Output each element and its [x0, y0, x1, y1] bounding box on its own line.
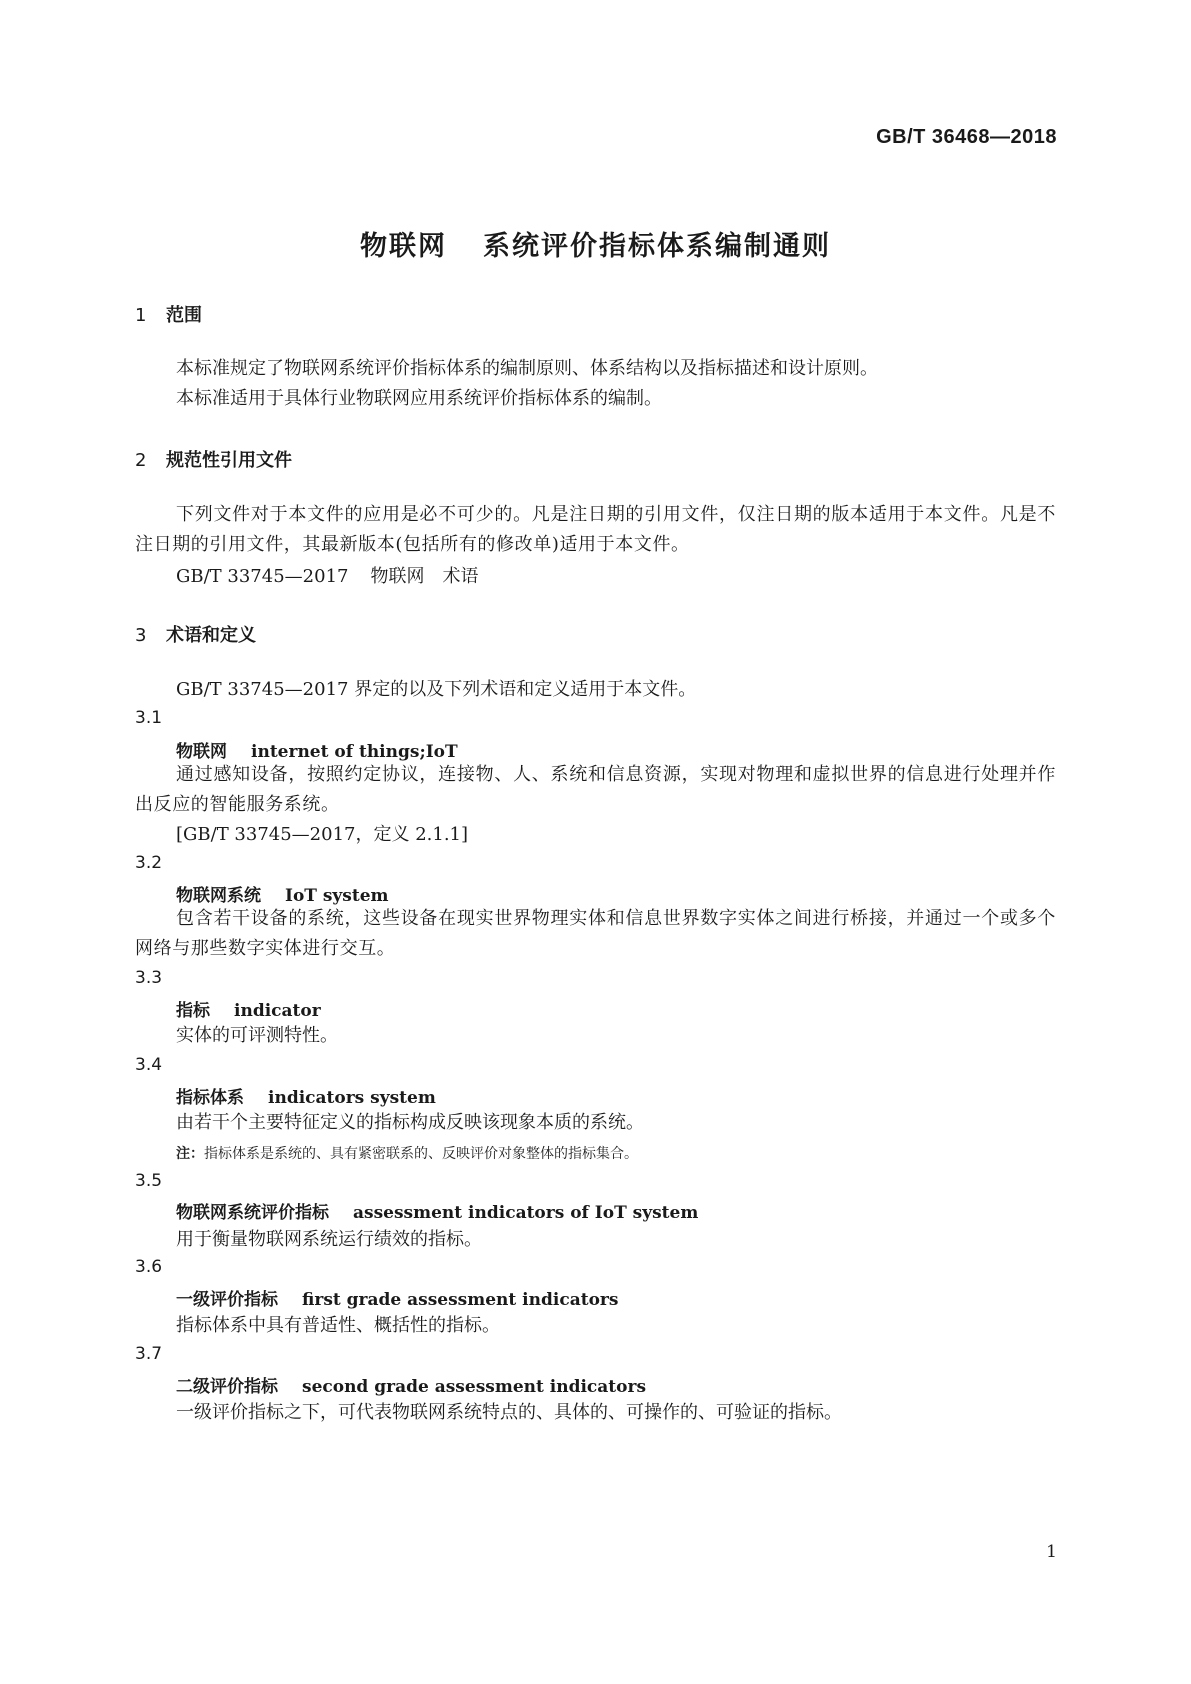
term-number: 3.4: [135, 1055, 163, 1075]
section-3-heading: [135, 621, 256, 647]
term-cn: 物联网系统: [176, 886, 261, 906]
term-number: 3.2: [135, 853, 163, 873]
term-definition: 实体的可评测特性。: [176, 1025, 338, 1046]
term-number: 3.7: [135, 1344, 163, 1364]
term-name: [176, 1372, 646, 1397]
term-number: 3.3: [135, 968, 163, 988]
title-part-1: 物联网: [360, 231, 447, 262]
term-en: indicator: [234, 1001, 321, 1021]
term-cn: 二级评价指标: [176, 1377, 278, 1397]
term-name: [176, 737, 458, 762]
term-definition: 包含若干设备的系统，这些设备在现实世界物理实体和信息世界数字实体之间进行桥接，并通过一个或多个网络与那些数字实体进行交互。: [135, 908, 1056, 959]
page-number: 1: [1046, 1542, 1057, 1562]
section-title: 规范性引用文件: [166, 450, 292, 471]
term-en: second grade assessment indicators: [302, 1377, 647, 1397]
section-number: 1: [135, 305, 147, 326]
term-cn: 物联网: [176, 742, 227, 762]
title-part-2: 系统评价指标体系编制通则: [483, 231, 831, 262]
note-text: 指标体系是系统的、具有紧密联系的、反映评价对象整体的指标集合。: [204, 1146, 638, 1162]
section-1-paragraph-2: 本标准适用于具体行业物联网应用系统评价指标体系的编制。: [176, 388, 662, 409]
section-3-intro: GB/T 33745—2017 界定的以及下列术语和定义适用于本文件。: [176, 679, 697, 700]
term-en: indicators system: [268, 1088, 436, 1108]
section-1-heading: [135, 301, 202, 327]
term-name: [176, 1285, 618, 1310]
reference-code: GB/T 33745—2017: [176, 566, 349, 587]
document-title: [0, 224, 1191, 263]
section-title: 范围: [166, 305, 202, 326]
section-1-paragraph-1: 本标准规定了物联网系统评价指标体系的编制原则、体系结构以及指标描述和设计原则。: [176, 358, 878, 379]
term-note: [176, 1143, 638, 1163]
term-name: [176, 996, 321, 1021]
term-definition: 由若干个主要特征定义的指标构成反映该现象本质的系统。: [176, 1112, 644, 1133]
section-2-paragraph: 下列文件对于本文件的应用是必不可少的。凡是注日期的引用文件，仅注日期的版本适用于本文件。凡是不注日期的引用文件，其最新版本(包括所有的修改单)适用于本文件。: [135, 504, 1056, 555]
term-number: 3.5: [135, 1171, 163, 1191]
term-en: IoT system: [285, 886, 389, 906]
section-number: 2: [135, 450, 147, 471]
term-cn: 指标体系: [176, 1088, 244, 1108]
term-definition: 通过感知设备，按照约定协议，连接物、人、系统和信息资源，实现对物理和虚拟世界的信息进行处理并作出反应的智能服务系统。: [135, 764, 1056, 815]
section-number: 3: [135, 625, 147, 646]
term-cn: 一级评价指标: [176, 1290, 278, 1310]
term-en: first grade assessment indicators: [302, 1290, 619, 1310]
term-definition: 一级评价指标之下，可代表物联网系统特点的、具体的、可操作的、可验证的指标。: [176, 1402, 842, 1423]
term-name: [176, 881, 389, 906]
note-label: 注：: [176, 1146, 204, 1162]
normative-reference: [176, 564, 478, 590]
section-title: 术语和定义: [166, 625, 256, 646]
section-2-heading: [135, 446, 292, 472]
term-cn: 物联网系统评价指标: [176, 1203, 329, 1223]
term-definition: 指标体系中具有普适性、概括性的指标。: [176, 1315, 500, 1336]
term-number: 3.6: [135, 1257, 163, 1277]
term-definition: 用于衡量物联网系统运行绩效的指标。: [176, 1229, 482, 1250]
term-cn: 指标: [176, 1001, 210, 1021]
term-en: assessment indicators of IoT system: [353, 1203, 699, 1223]
term-name: [176, 1083, 436, 1108]
term-source: [GB/T 33745—2017，定义 2.1.1]: [176, 824, 469, 845]
term-en: internet of things;IoT: [251, 742, 458, 762]
reference-title: 物联网 术语: [370, 566, 479, 587]
term-number: 3.1: [135, 708, 163, 728]
standard-code: GB/T 36468—2018: [876, 126, 1057, 148]
term-name: [176, 1198, 698, 1223]
